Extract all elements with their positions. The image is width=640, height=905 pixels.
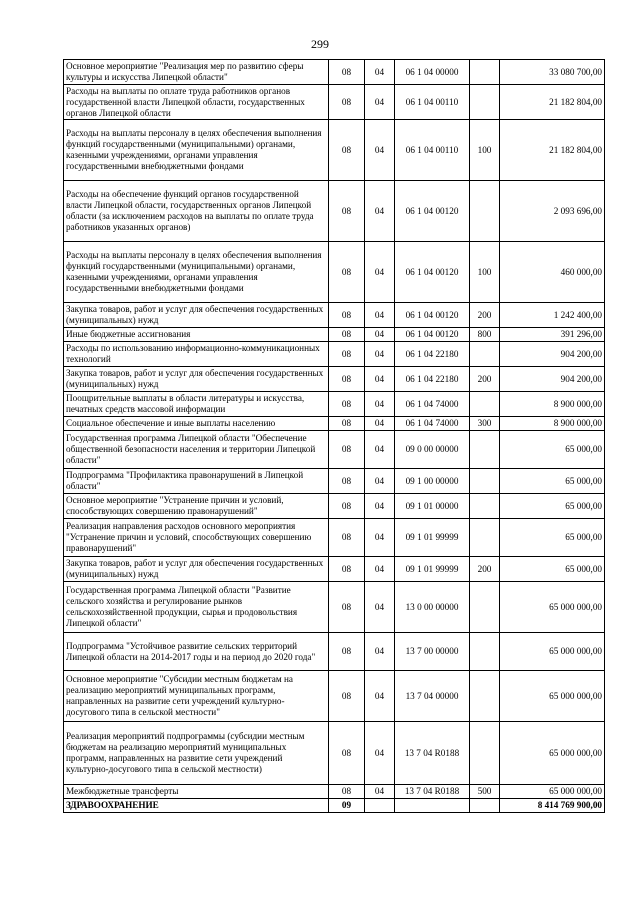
table-row bbox=[64, 181, 605, 242]
row-name: Государственная программа Липецкой области "Развитие сельского хозяйства и регулирование рынков сельскохозяйственной продукции, сырья и продовольствия Липецкой области" bbox=[64, 582, 329, 633]
row-section: 08 bbox=[329, 392, 365, 417]
row-subsection: 04 bbox=[365, 785, 395, 799]
row-target-article: 09 1 01 99999 bbox=[395, 519, 470, 557]
row-target-article: 13 7 00 00000 bbox=[395, 633, 470, 671]
row-name: Подпрограмма "Устойчивое развитие сельских территорий Липецкой области на 2014-2017 годы и на период до 2020 года" bbox=[64, 633, 329, 671]
row-target-article: 13 7 04 00000 bbox=[395, 671, 470, 722]
row-expense-type bbox=[470, 431, 500, 469]
row-subsection: 04 bbox=[365, 431, 395, 469]
row-name: Реализация мероприятий подпрограммы (субсидии местным бюджетам на реализацию мероприятий муниципальных программ, направленных на развитие сети учреждений культурно-досугового типа в сельской местности) bbox=[64, 722, 329, 785]
row-name: Расходы по использованию информационно-коммуникационных технологий bbox=[64, 342, 329, 367]
row-name: Иные бюджетные ассигнования bbox=[64, 328, 329, 342]
row-amount: 65 000 000,00 bbox=[500, 633, 605, 671]
row-subsection: 04 bbox=[365, 181, 395, 242]
row-section: 08 bbox=[329, 519, 365, 557]
row-target-article: 06 1 04 00110 bbox=[395, 120, 470, 181]
row-amount: 8 900 000,00 bbox=[500, 417, 605, 431]
row-amount: 65 000 000,00 bbox=[500, 785, 605, 799]
row-amount: 2 093 696,00 bbox=[500, 181, 605, 242]
row-expense-type bbox=[470, 392, 500, 417]
row-subsection: 04 bbox=[365, 303, 395, 328]
row-subsection: 04 bbox=[365, 671, 395, 722]
row-expense-type bbox=[470, 722, 500, 785]
row-name: ЗДРАВООХРАНЕНИЕ bbox=[64, 799, 329, 813]
row-target-article: 06 1 04 74000 bbox=[395, 392, 470, 417]
row-target-article: 06 1 04 00120 bbox=[395, 303, 470, 328]
row-expense-type bbox=[470, 469, 500, 494]
row-section: 08 bbox=[329, 417, 365, 431]
row-section: 08 bbox=[329, 120, 365, 181]
row-amount: 8 414 769 900,00 bbox=[500, 799, 605, 813]
budget-table-body bbox=[64, 60, 605, 813]
row-target-article: 06 1 04 22180 bbox=[395, 342, 470, 367]
row-amount: 21 182 804,00 bbox=[500, 120, 605, 181]
row-expense-type bbox=[470, 633, 500, 671]
row-target-article: 09 1 01 00000 bbox=[395, 494, 470, 519]
row-expense-type: 100 bbox=[470, 120, 500, 181]
row-name: Межбюджетные трансферты bbox=[64, 785, 329, 799]
row-section: 08 bbox=[329, 367, 365, 392]
row-subsection: 04 bbox=[365, 417, 395, 431]
row-target-article: 06 1 04 74000 bbox=[395, 417, 470, 431]
row-subsection: 04 bbox=[365, 469, 395, 494]
row-section: 08 bbox=[329, 582, 365, 633]
row-subsection: 04 bbox=[365, 582, 395, 633]
row-target-article bbox=[395, 799, 470, 813]
table-row bbox=[64, 431, 605, 469]
table-row bbox=[64, 392, 605, 417]
table-row bbox=[64, 785, 605, 799]
row-expense-type bbox=[470, 342, 500, 367]
table-row bbox=[64, 799, 605, 813]
row-target-article: 09 1 00 00000 bbox=[395, 469, 470, 494]
row-section: 08 bbox=[329, 342, 365, 367]
row-section: 08 bbox=[329, 785, 365, 799]
row-target-article: 13 7 04 R0188 bbox=[395, 785, 470, 799]
table-row bbox=[64, 303, 605, 328]
row-name: Реализация направления расходов основного мероприятия "Устранение причин и условий, способствующих совершению правонарушений" bbox=[64, 519, 329, 557]
row-amount: 65 000 000,00 bbox=[500, 722, 605, 785]
row-section: 08 bbox=[329, 303, 365, 328]
row-expense-type: 100 bbox=[470, 242, 500, 303]
table-row bbox=[64, 367, 605, 392]
row-name: Поощрительные выплаты в области литературы и искусства, печатных средств массовой информации bbox=[64, 392, 329, 417]
table-row bbox=[64, 494, 605, 519]
table-row bbox=[64, 120, 605, 181]
row-amount: 65 000,00 bbox=[500, 519, 605, 557]
row-name: Социальное обеспечение и иные выплаты населению bbox=[64, 417, 329, 431]
row-subsection: 04 bbox=[365, 722, 395, 785]
row-name: Подпрограмма "Профилактика правонарушений в Липецкой области" bbox=[64, 469, 329, 494]
row-subsection: 04 bbox=[365, 367, 395, 392]
row-amount: 460 000,00 bbox=[500, 242, 605, 303]
row-amount: 904 200,00 bbox=[500, 367, 605, 392]
row-section: 08 bbox=[329, 181, 365, 242]
row-section: 08 bbox=[329, 494, 365, 519]
row-subsection: 04 bbox=[365, 242, 395, 303]
table-row bbox=[64, 469, 605, 494]
row-name: Расходы на выплаты персоналу в целях обеспечения выполнения функций государственными (муниципальными) органами, казенными учреждениями, органами управления государственными внебюджетными фондами bbox=[64, 242, 329, 303]
page-number: 299 bbox=[311, 37, 329, 51]
row-section: 09 bbox=[329, 799, 365, 813]
row-target-article: 09 1 01 99999 bbox=[395, 557, 470, 582]
row-expense-type bbox=[470, 519, 500, 557]
table-row bbox=[64, 342, 605, 367]
row-subsection: 04 bbox=[365, 633, 395, 671]
table-row bbox=[64, 85, 605, 120]
row-expense-type: 300 bbox=[470, 417, 500, 431]
row-subsection: 04 bbox=[365, 120, 395, 181]
row-expense-type: 200 bbox=[470, 557, 500, 582]
row-amount: 21 182 804,00 bbox=[500, 85, 605, 120]
row-amount: 65 000,00 bbox=[500, 431, 605, 469]
row-section: 08 bbox=[329, 671, 365, 722]
table-row bbox=[64, 417, 605, 431]
row-section: 08 bbox=[329, 60, 365, 85]
row-expense-type bbox=[470, 799, 500, 813]
row-amount: 904 200,00 bbox=[500, 342, 605, 367]
table-row bbox=[64, 557, 605, 582]
row-name: Расходы на выплаты по оплате труда работников органов государственной власти Липецкой области, государственных органов Липецкой области bbox=[64, 85, 329, 120]
table-row bbox=[64, 519, 605, 557]
row-subsection: 04 bbox=[365, 85, 395, 120]
row-target-article: 06 1 04 00120 bbox=[395, 328, 470, 342]
row-amount: 8 900 000,00 bbox=[500, 392, 605, 417]
row-amount: 33 080 700,00 bbox=[500, 60, 605, 85]
row-subsection: 04 bbox=[365, 342, 395, 367]
row-expense-type bbox=[470, 85, 500, 120]
row-target-article: 06 1 04 00110 bbox=[395, 85, 470, 120]
row-amount: 65 000,00 bbox=[500, 494, 605, 519]
row-target-article: 13 0 00 00000 bbox=[395, 582, 470, 633]
table-row bbox=[64, 242, 605, 303]
row-name: Закупка товаров, работ и услуг для обеспечения государственных (муниципальных) нужд bbox=[64, 557, 329, 582]
row-name: Закупка товаров, работ и услуг для обеспечения государственных (муниципальных) нужд bbox=[64, 367, 329, 392]
row-name: Основное мероприятие "Реализация мер по развитию сферы культуры и искусства Липецкой области" bbox=[64, 60, 329, 85]
row-subsection: 04 bbox=[365, 328, 395, 342]
row-name: Расходы на обеспечение функций органов государственной власти Липецкой области, государственных органов Липецкой области (за исключением расходов на выплаты по оплате труда работников указанных органов) bbox=[64, 181, 329, 242]
row-expense-type bbox=[470, 181, 500, 242]
row-name: Закупка товаров, работ и услуг для обеспечения государственных (муниципальных) нужд bbox=[64, 303, 329, 328]
table-row bbox=[64, 582, 605, 633]
row-target-article: 06 1 04 22180 bbox=[395, 367, 470, 392]
row-name: Государственная программа Липецкой области "Обеспечение общественной безопасности населения и территории Липецкой области" bbox=[64, 431, 329, 469]
table-row bbox=[64, 328, 605, 342]
row-name: Основное мероприятие "Субсидии местным бюджетам на реализацию мероприятий муниципальных программ, направленных на развитие сети учреждений культурно-досугового типа в сельской местности" bbox=[64, 671, 329, 722]
table-row bbox=[64, 633, 605, 671]
row-target-article: 09 0 00 00000 bbox=[395, 431, 470, 469]
row-name: Основное мероприятие "Устранение причин и условий, способствующих совершению правонарушений" bbox=[64, 494, 329, 519]
row-section: 08 bbox=[329, 85, 365, 120]
row-section: 08 bbox=[329, 431, 365, 469]
row-subsection: 04 bbox=[365, 557, 395, 582]
row-expense-type: 200 bbox=[470, 303, 500, 328]
table-row bbox=[64, 60, 605, 85]
row-expense-type: 200 bbox=[470, 367, 500, 392]
row-amount: 65 000,00 bbox=[500, 557, 605, 582]
row-amount: 65 000 000,00 bbox=[500, 671, 605, 722]
row-amount: 391 296,00 bbox=[500, 328, 605, 342]
row-section: 08 bbox=[329, 722, 365, 785]
row-section: 08 bbox=[329, 633, 365, 671]
row-expense-type bbox=[470, 582, 500, 633]
row-expense-type bbox=[470, 494, 500, 519]
table-row bbox=[64, 671, 605, 722]
row-expense-type bbox=[470, 671, 500, 722]
row-amount: 65 000 000,00 bbox=[500, 582, 605, 633]
row-section: 08 bbox=[329, 242, 365, 303]
row-expense-type bbox=[470, 60, 500, 85]
row-subsection: 04 bbox=[365, 392, 395, 417]
row-name: Расходы на выплаты персоналу в целях обеспечения выполнения функций государственными (муниципальными) органами, казенными учреждениями, органами управления государственными внебюджетными фондами bbox=[64, 120, 329, 181]
row-subsection: 04 bbox=[365, 519, 395, 557]
row-target-article: 13 7 04 R0188 bbox=[395, 722, 470, 785]
row-target-article: 06 1 04 00120 bbox=[395, 242, 470, 303]
budget-table bbox=[63, 59, 605, 813]
row-amount: 1 242 400,00 bbox=[500, 303, 605, 328]
row-section: 08 bbox=[329, 328, 365, 342]
row-expense-type: 500 bbox=[470, 785, 500, 799]
table-row bbox=[64, 722, 605, 785]
row-expense-type: 800 bbox=[470, 328, 500, 342]
row-target-article: 06 1 04 00120 bbox=[395, 181, 470, 242]
row-section: 08 bbox=[329, 557, 365, 582]
row-subsection: 04 bbox=[365, 60, 395, 85]
row-target-article: 06 1 04 00000 bbox=[395, 60, 470, 85]
row-subsection bbox=[365, 799, 395, 813]
row-subsection: 04 bbox=[365, 494, 395, 519]
row-amount: 65 000,00 bbox=[500, 469, 605, 494]
row-section: 08 bbox=[329, 469, 365, 494]
